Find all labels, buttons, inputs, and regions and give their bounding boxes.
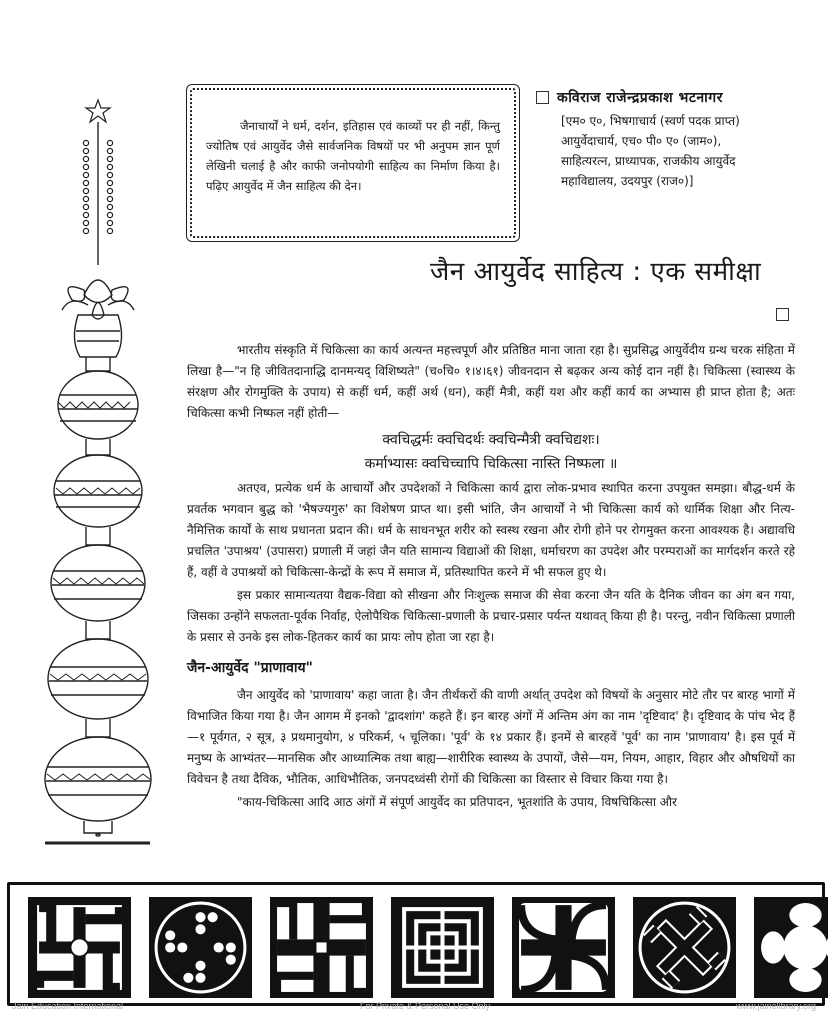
kalash-pillar-icon: [0, 95, 185, 875]
article-title: जैन आयुर्वेद साहित्य : एक समीक्षा: [430, 257, 762, 287]
kalash-pillar-illustration: [0, 95, 185, 875]
paragraph: इस प्रकार सामान्यतया वैद्यक-विद्या को सीखना और निःशुल्क समाज की सेवा करना जैन यति के दैनिक जीवन का अंग बन गया, जिसका उन्होंने सफलता-पूर्वक निर्वाह, ऐलोपैथिक चिकित्सा-प्रणाली के प्रचार-प्रसार पर्यन्त यथावत् किया ही है। परन्तु, नवीन चिकित्सा प्रणाली के प्रसार से उनके इस लोक-हितकर कार्य का प्रायः लोप होता जा रहा है।: [187, 588, 795, 644]
swastika-maze-tile-icon: [391, 897, 494, 998]
swastika-checker-tile-icon: [270, 897, 373, 998]
square-bullet-icon: [536, 91, 549, 104]
article-body: [187, 340, 795, 815]
lotus-tile-icon: [754, 897, 828, 998]
credential-line: साहित्यरत्न, प्राध्यापक, राजकीय आयुर्वेद: [561, 154, 736, 168]
credential-line: [एम० ए०, भिषगाचार्य (स्वर्ण पदक प्राप्त): [561, 114, 740, 128]
verse-line: क्वचिद्धर्मः क्वचिदर्थः क्वचिन्मैत्री क्वचिद्यशः।: [382, 432, 600, 448]
swastika-leaf-tile-icon: [28, 897, 131, 998]
swastika-beads-tile-icon: [149, 897, 252, 998]
credential-line: आयुर्वेदाचार्य, एच० पी० ए० (जाम०),: [561, 134, 722, 148]
footer-publisher: Jain Education International: [12, 1001, 124, 1011]
paragraph: जैन आयुर्वेद को 'प्राणावाय' कहा जाता है। जैन तीर्थंकरों की वाणी अर्थात् उपदेश को विषयों के अनुसार मोटे तौर पर बारह भागों में विभाजित किया गया है। जैन आगम में इनको 'द्वादशांग' कहते हैं। इन बारह अंगों में अन्तिम अंग का नाम 'दृष्टिवाद' है। दृष्टिवाद के पांच भेद हैं—१ पूर्वगत, २ सूत्र, ३ प्रथमानुयोग, ४ परिकर्म, ५ चूलिका। 'पूर्व' के १४ प्रकार हैं। इनमें से बारहवें 'पूर्व' का नाम 'प्राणावाय' है। इस पूर्व में मनुष्य के आभ्यंतर—मानसिक और आध्यात्मिक तथा बाह्य—शारीरिक स्वास्थ्य के उपायों, जैसे—यम, नियम, आहार, विहार और औषधियों का विवेचन है तथा दैविक, भौतिक, आधिभौतिक, जनपदध्वंसी रोगों की चिकित्सा का विस्तार से विचार किया गया है।: [187, 688, 795, 786]
paragraph: अतएव, प्रत्येक धर्म के आचार्यों और उपदेशकों ने चिकित्सा कार्य द्वारा लोक-प्रभाव स्थापित करना उपयुक्त समझा। बौद्ध-धर्म के प्रवर्तक भगवान बुद्ध को 'भैषज्यगुरु' का विशेषण प्राप्त था। इसी भांति, जैन आचार्यों ने भी चिकित्सा कार्य को धार्मिक शिक्षा और नित्य-नैमित्तिक कार्यों के साथ प्रधानता प्रदान की। धर्म के साधनभूत शरीर को स्वस्थ रखना और रोगी होने पर रोगमुक्त करना आवश्यक है। अद्यावधि प्रचलित 'उपाश्रय' (उपासरा) प्रणाली में जहां जैन यति सामान्य विद्याओं की शिक्षा, धर्माचरण का उपदेश और परम्पराओं का मार्गदर्शन करते रहे हैं, वहीं वे उपाश्रयों को चिकित्सा-केन्द्रों के रूप में समाज में, प्रतिस्थापित करने में भी सफल हुए थे।: [187, 481, 795, 579]
swastika-curved-tile-icon: [512, 897, 615, 998]
ornamental-border-band: [7, 882, 825, 1006]
verse-line: कर्माभ्यासः क्वचिच्चापि चिकित्सा नास्ति निष्फला ॥: [364, 456, 618, 472]
author-credentials: [561, 111, 826, 191]
sanskrit-verse: [187, 428, 795, 476]
swastika-circle-tile-icon: [633, 897, 736, 998]
credential-line: महाविद्यालय, उदयपुर (राज०)]: [561, 174, 694, 188]
paragraph: भारतीय संस्कृति में चिकित्सा का कार्य अत्यन्त महत्त्वपूर्ण और प्रतिष्ठित माना जाता रहा है। सुप्रसिद्ध आयुर्वेदीय ग्रन्थ चरक संहिता में लिखा है—"न हि जीवितदानाद्धि दानमन्यद् विशिष्यते" (च०चि० १।४।६१) जीवनदान से बढ़कर अन्य कोई दान नहीं है। चिकित्सा (स्वास्थ्य के संरक्षण और रोगमुक्ति के उपाय) से कहीं धर्म, कहीं अर्थ (धन), कहीं मैत्री, कहीं यश और कहीं कार्य का अभ्यास ही प्राप्त होता है; अतः चिकित्सा कभी निष्फल नहीं होती—: [187, 343, 795, 420]
intro-text: जैनाचार्यों ने धर्म, दर्शन, इतिहास एवं काव्यों पर ही नहीं, किन्तु ज्योतिष एवं आयुर्वेद जैसे सार्वजनिक विषयों पर भी अनुपम ज्ञान पूर्ण लेखिनी चलाई है और काफी जनोपयोगी साहित्य का निर्माण किया है। पढ़िए आयुर्वेद में जैन साहित्य की देन।: [206, 119, 500, 193]
footer-website-link[interactable]: www.jainelibrary.org: [736, 1001, 816, 1011]
section-heading: जैन-आयुर्वेद "प्राणावाय": [187, 660, 313, 676]
author-block: [536, 88, 826, 191]
intro-callout-box: [190, 88, 516, 238]
footer-usage-note: For Private & Personal Use Only: [360, 1001, 491, 1011]
square-bullet-icon: [776, 308, 789, 321]
paragraph: "काय-चिकित्सा आदि आठ अंगों में संपूर्ण आयुर्वेद का प्रतिपादन, भूतशांति के उपाय, विषचिकित्सा और: [237, 795, 677, 809]
author-name: कविराज राजेन्द्रप्रकाश भटनागर: [557, 90, 723, 106]
